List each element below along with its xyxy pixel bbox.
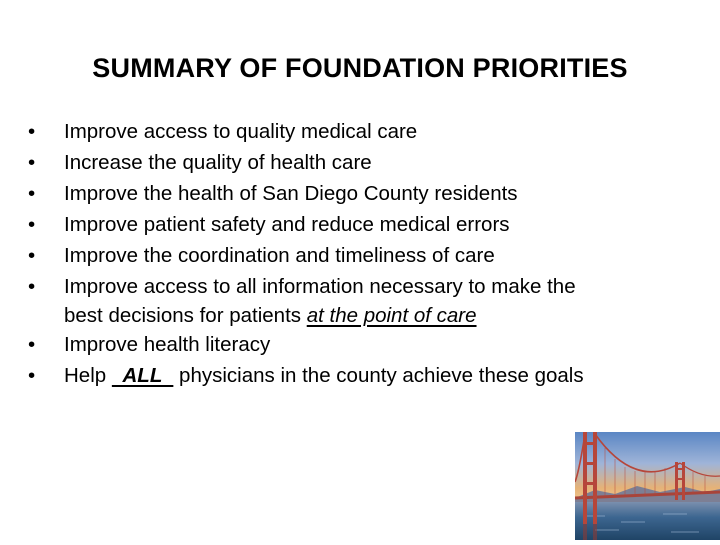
list-item (28, 329, 688, 360)
list-item-text: Increase the quality of health care (64, 151, 372, 174)
list-item-text-line2 (64, 302, 688, 329)
bullet-icon: • (28, 120, 36, 143)
bullet-icon: • (28, 213, 36, 236)
list-item (28, 240, 688, 271)
list-item-text: Improve the coordination and timeliness of care (64, 244, 495, 267)
list-item-text-suffix: physicians in the county achieve these goals (173, 364, 584, 387)
list-item (28, 178, 688, 209)
list-item (28, 116, 688, 147)
point-of-care-emphasis: at the point of care (306, 304, 477, 327)
list-item (28, 271, 688, 329)
list-item-text: Improve health literacy (64, 333, 271, 356)
list-item-text: Improve patient safety and reduce medical errors (64, 213, 510, 236)
bullet-icon: • (28, 151, 36, 174)
list-item-text: Improve the health of San Diego County residents (64, 182, 518, 205)
list-item-text-prefix: best decisions for patients (64, 304, 307, 327)
list-item (28, 360, 688, 391)
list-item-text: Improve access to quality medical care (64, 120, 418, 143)
list-item-text-prefix: Help (64, 364, 112, 387)
bullet-icon: • (28, 275, 36, 298)
bullet-icon: • (28, 244, 36, 267)
priorities-list (28, 116, 688, 391)
bullet-icon: • (28, 333, 36, 356)
list-item (28, 209, 688, 240)
slide-title: SUMMARY OF FOUNDATION PRIORITIES (92, 53, 628, 83)
list-item (28, 147, 688, 178)
all-emphasis: ALL (111, 364, 174, 387)
bullet-icon: • (28, 364, 36, 387)
bullet-icon: • (28, 182, 36, 205)
golden-gate-bridge-illustration-icon (575, 432, 720, 540)
list-item-text-line1: Improve access to all information necessary to make the (64, 275, 576, 298)
